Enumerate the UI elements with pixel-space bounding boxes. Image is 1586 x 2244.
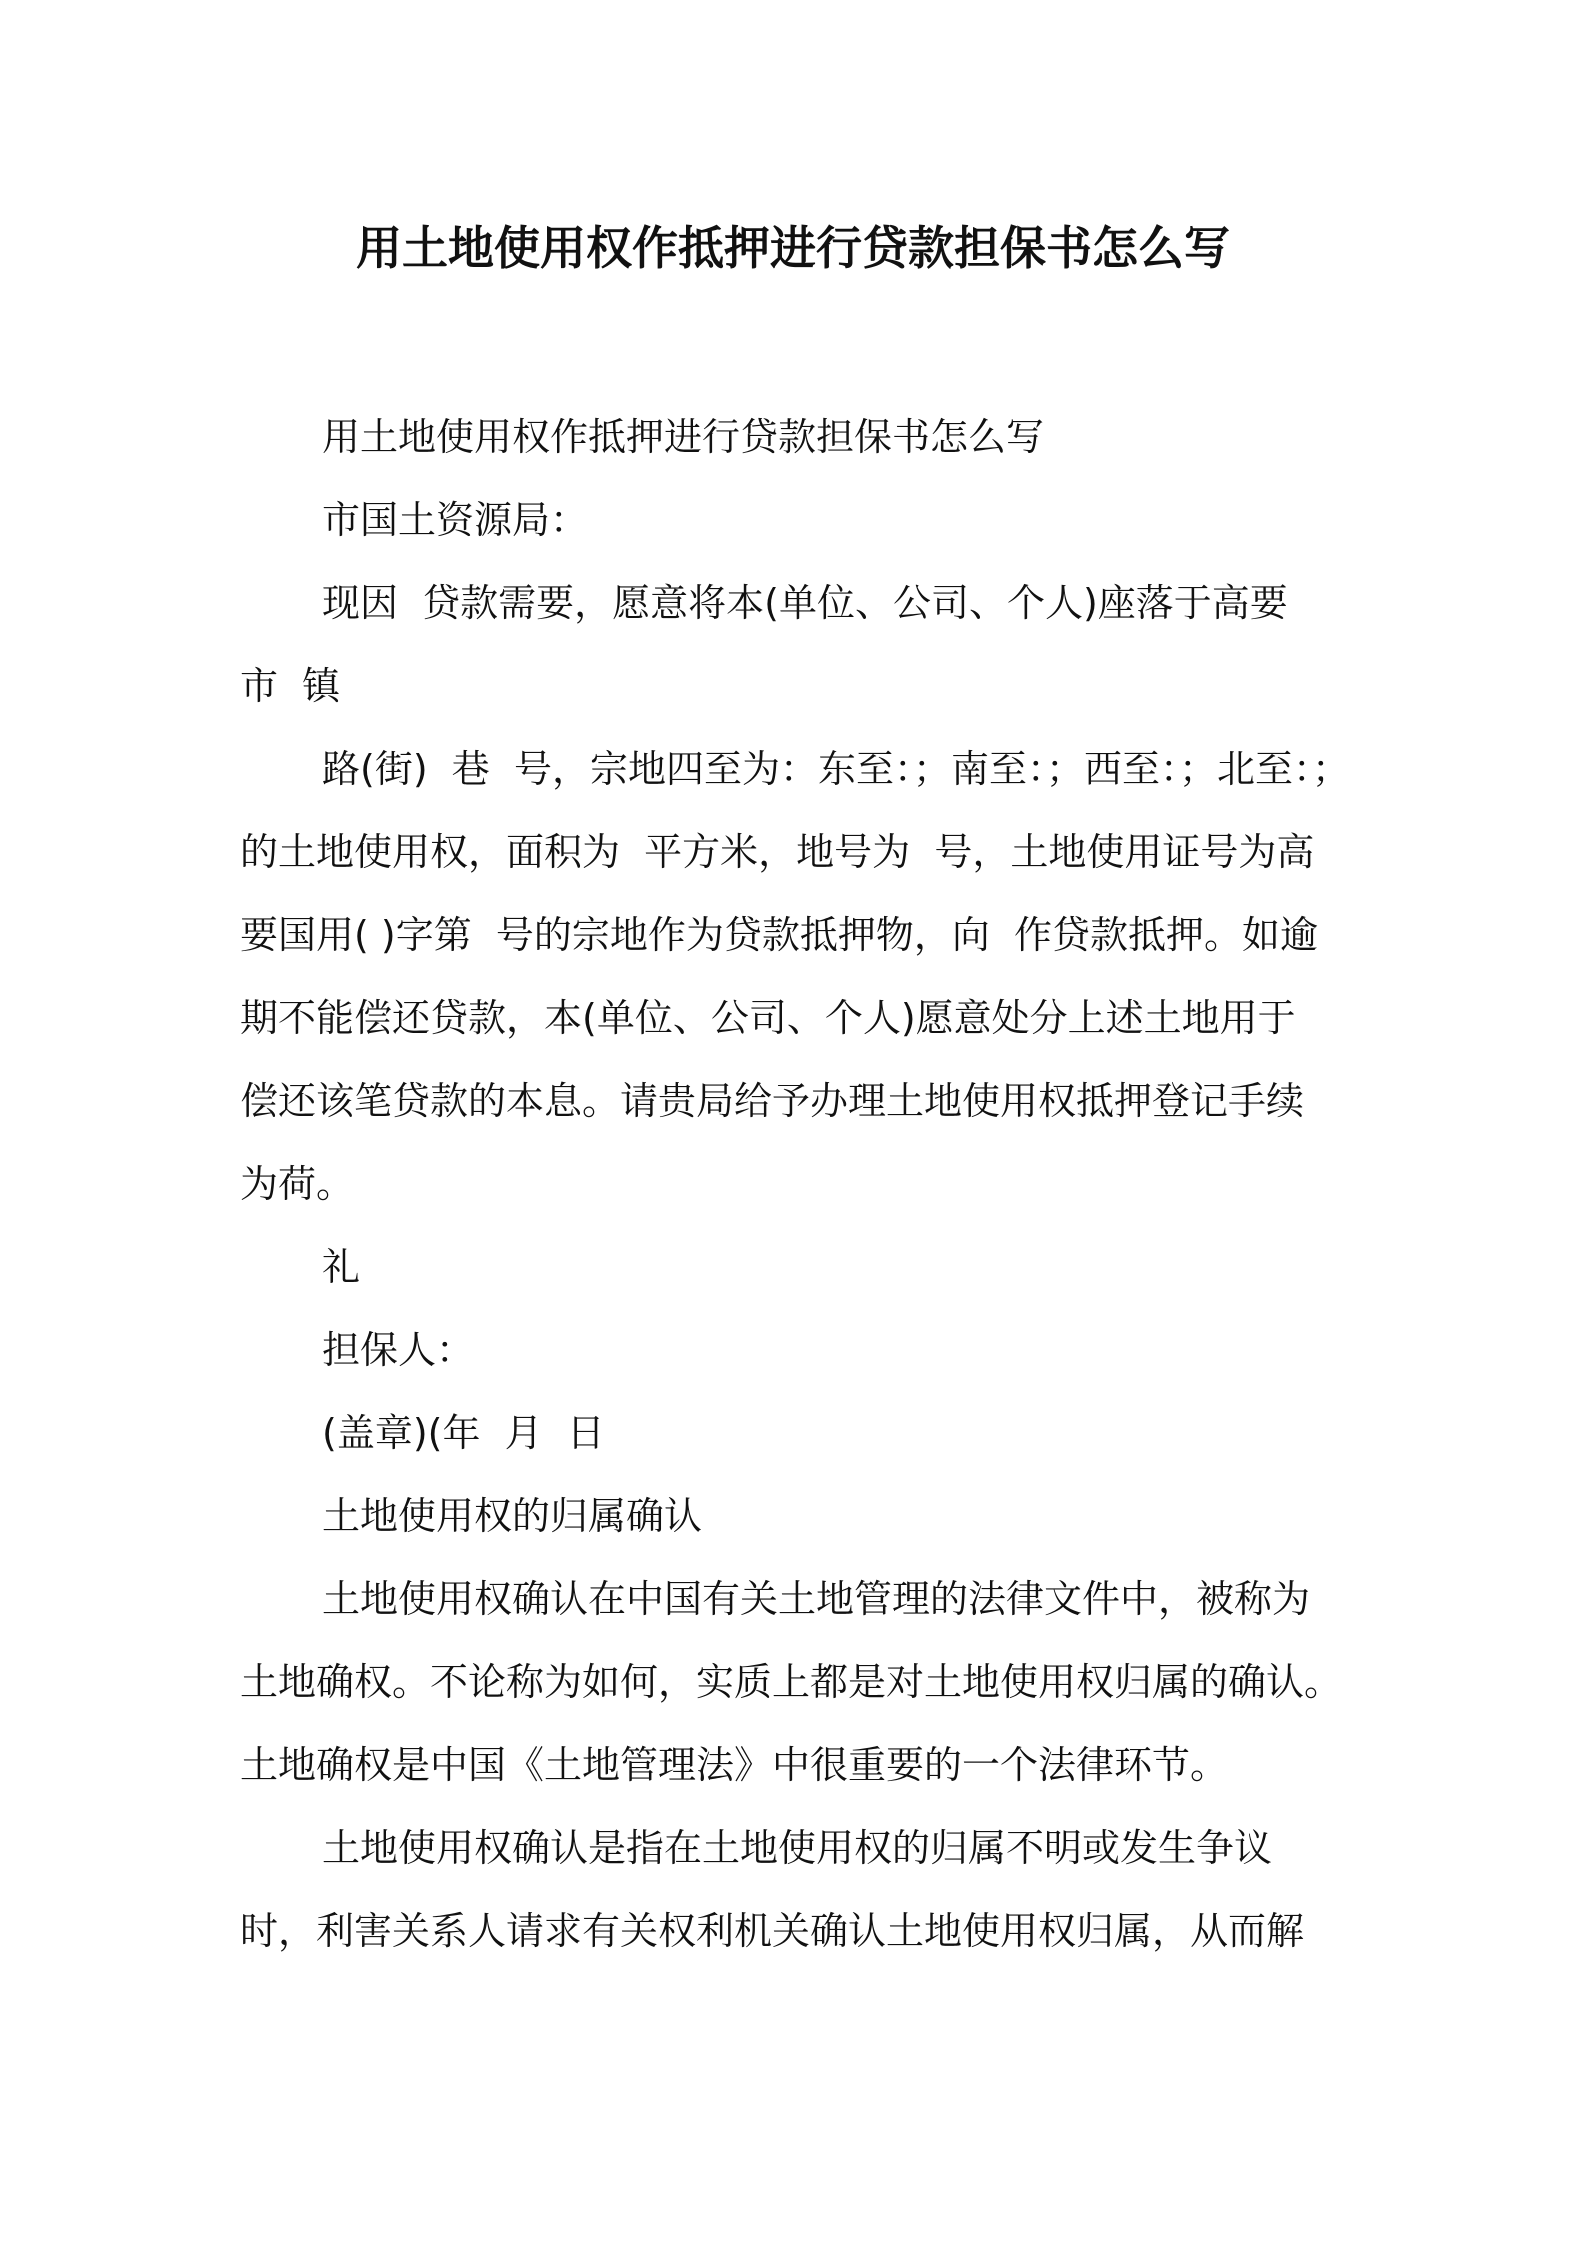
text-line: 路(街) 巷 号，宗地四至为：东至：；南至：；西至：；北至：； bbox=[322, 747, 1350, 791]
text-line: 偿还该笔贷款的本息。请贵局给予办理土地使用权抵押登记手续 bbox=[240, 1079, 1305, 1123]
text-line: 礼 bbox=[322, 1245, 361, 1289]
text-line: (盖章)(年 月 日 bbox=[322, 1411, 605, 1455]
text-line: 的土地使用权，面积为 平方米，地号为 号，土地使用证号为高 bbox=[240, 830, 1315, 874]
text-line: 市 镇 bbox=[240, 664, 341, 708]
text-line: 土地确权。不论称为如何，实质上都是对土地使用权归属的确认。 bbox=[240, 1660, 1343, 1704]
text-line: 市国土资源局： bbox=[322, 498, 589, 542]
text-line: 现因 贷款需要，愿意将本(单位、公司、个人)座落于高要 bbox=[322, 581, 1288, 625]
text-line: 土地使用权确认在中国有关土地管理的法律文件中，被称为 bbox=[322, 1577, 1311, 1621]
text-line: 期不能偿还贷款，本(单位、公司、个人)愿意处分上述土地用于 bbox=[240, 996, 1296, 1040]
text-line: 土地使用权确认是指在土地使用权的归属不明或发生争议 bbox=[322, 1826, 1273, 1870]
text-line: 为荷。 bbox=[240, 1162, 355, 1206]
document-title: 用土地使用权作抵押进行贷款担保书怎么写 bbox=[356, 221, 1230, 275]
document-body bbox=[240, 396, 1352, 1973]
text-line: 土地使用权的归属确认 bbox=[322, 1494, 703, 1538]
text-line: 时，利害关系人请求有关权利机关确认土地使用权归属，从而解 bbox=[240, 1909, 1305, 1953]
text-line: 要国用( )字第 号的宗地作为贷款抵押物，向 作贷款抵押。如逾 bbox=[240, 913, 1319, 957]
text-line: 用土地使用权作抵押进行贷款担保书怎么写 bbox=[322, 415, 1045, 459]
text-line: 土地确权是中国《土地管理法》中很重要的一个法律环节。 bbox=[240, 1743, 1229, 1787]
text-line: 担保人： bbox=[322, 1328, 475, 1372]
